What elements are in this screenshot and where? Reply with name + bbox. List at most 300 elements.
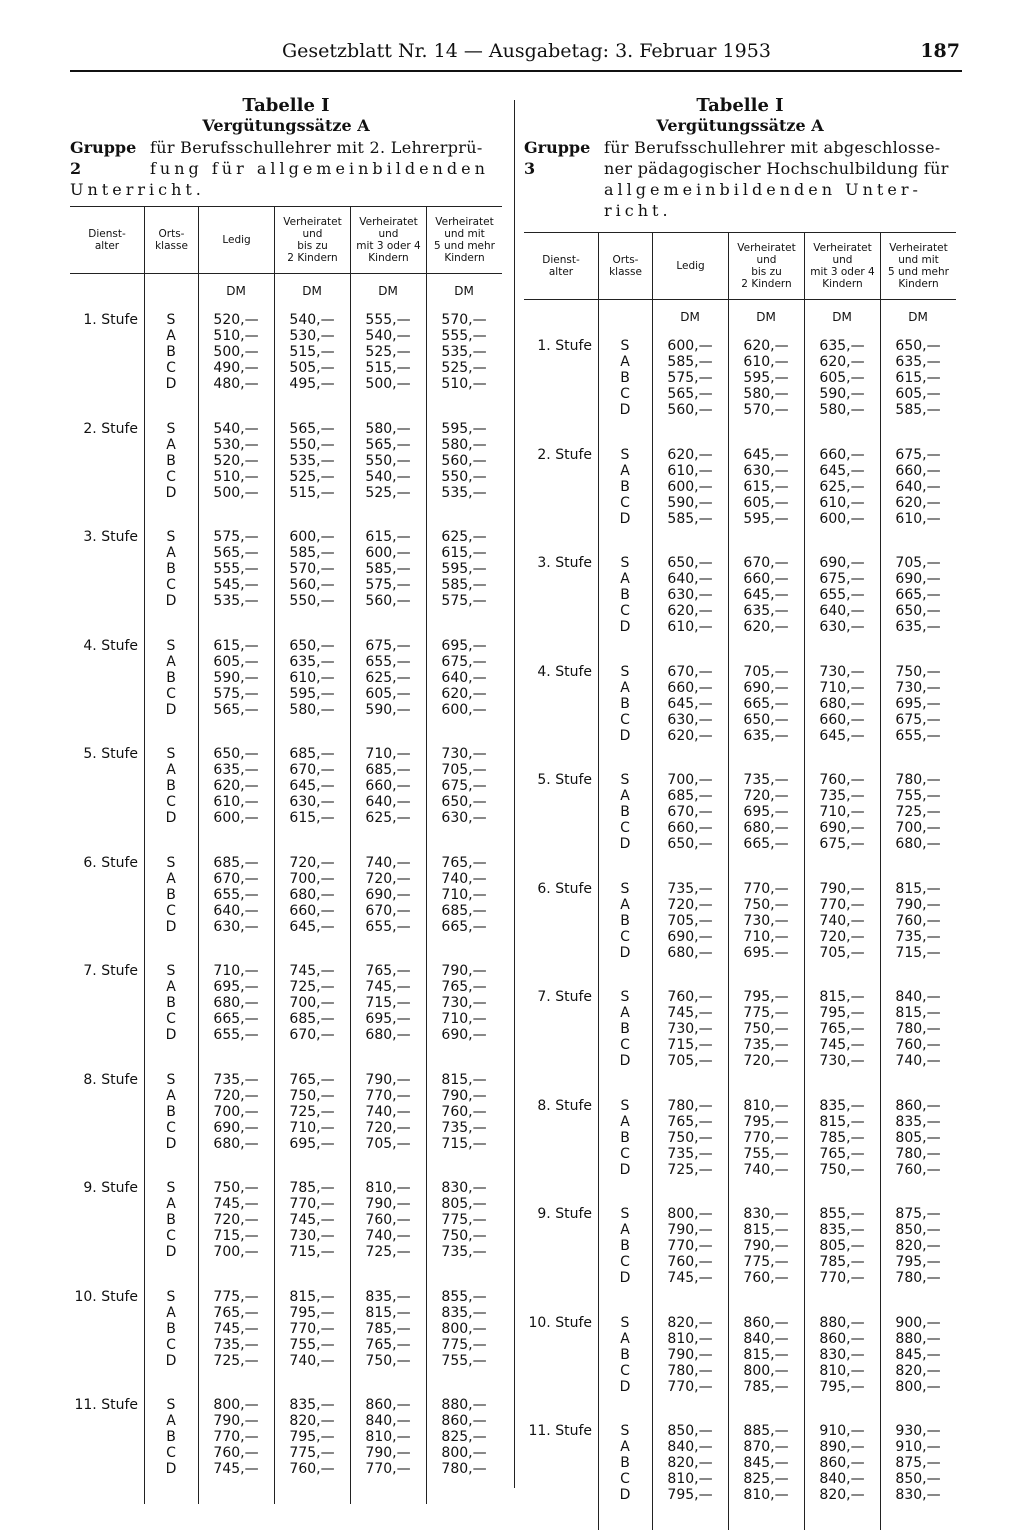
stufe-label: 7. Stufe — [537, 989, 592, 1005]
amount-cell: 780,— — [667, 1097, 713, 1114]
amount-cell: 800,— — [895, 1378, 941, 1395]
amount-cell: 690,— — [819, 555, 865, 571]
ortsklasse: S — [620, 663, 630, 680]
amount-cell: 660,— — [819, 446, 865, 463]
amount-column — [728, 1094, 804, 1203]
stufe-label: 9. Stufe — [537, 1206, 592, 1222]
ortsklasse: C — [166, 1445, 176, 1461]
amount-cell: 810,— — [365, 1180, 411, 1196]
column-rule — [274, 274, 275, 1504]
column-header: Verheiratet und mit 5 und mehr Kindern — [426, 207, 502, 273]
amount-cell: 720,— — [213, 1087, 259, 1104]
amount-cell: 670,— — [289, 1027, 335, 1043]
amount-column — [426, 851, 502, 960]
amount-column — [728, 551, 804, 660]
stufe-block — [70, 525, 502, 634]
amount-cell: 900,— — [895, 1314, 941, 1331]
amount-cell: 585,— — [441, 577, 487, 593]
ortsklasse: D — [165, 484, 177, 501]
column-header: Dienst- alter — [88, 228, 126, 252]
amount-column — [350, 634, 426, 743]
stufe-block — [524, 334, 956, 443]
amount-cell: 740,— — [365, 1228, 411, 1244]
amount-cell: 660,— — [895, 462, 941, 479]
amount-cell: 735,— — [441, 1119, 487, 1136]
amount-cell: 815,— — [895, 880, 941, 897]
amount-column — [350, 959, 426, 1068]
amount-cell: 705,— — [441, 762, 487, 778]
amount-cell: 595,— — [743, 510, 789, 527]
ortsklasse: C — [166, 1228, 176, 1244]
amount-cell: 750,— — [667, 1129, 713, 1146]
amount-cell: 815,— — [743, 1346, 789, 1363]
amount-cell: 770,— — [743, 1129, 789, 1146]
amount-cell: 745,— — [667, 1270, 713, 1286]
amount-cell: 850,— — [667, 1423, 713, 1439]
amount-cell: 620,— — [441, 685, 487, 702]
amount-cell: 640,— — [667, 571, 713, 587]
ortsklasse: D — [619, 836, 631, 852]
amount-cell: 650,— — [895, 603, 941, 619]
amount-cell: 625,— — [365, 669, 411, 686]
table-header — [70, 207, 502, 274]
amount-cell: 775,— — [213, 1288, 259, 1305]
column-header: Orts- klasse — [144, 207, 198, 273]
amount-column — [728, 985, 804, 1094]
amount-cell: 685,— — [441, 902, 487, 919]
amount-cell: 520,— — [213, 312, 259, 328]
ortsklasse: S — [620, 1206, 630, 1222]
table-title: Tabelle I — [696, 95, 784, 116]
amount-cell: 655,— — [819, 587, 865, 603]
amount-cell: 805,— — [819, 1238, 865, 1254]
ortsklasse: A — [166, 979, 176, 995]
stufe-block — [70, 742, 502, 851]
amount-cell: 610,— — [213, 794, 259, 810]
amount-cell: 780,— — [895, 1145, 941, 1162]
amount-cell: 600,— — [365, 545, 411, 561]
amount-column — [880, 551, 956, 660]
amount-cell: 725,— — [289, 1103, 335, 1120]
amount-cell: 655,— — [213, 1027, 259, 1043]
amount-column — [652, 768, 728, 877]
ortsklasse: S — [166, 529, 176, 545]
group-text-line: für Berufsschullehrer mit abgeschlosse- — [604, 138, 941, 157]
amount-column — [198, 634, 274, 743]
amount-cell: 750,— — [743, 896, 789, 913]
amount-column — [274, 525, 350, 634]
ortsklasse: B — [620, 478, 630, 495]
ortsklasse: B — [620, 587, 630, 603]
amount-cell: 575,— — [441, 593, 487, 609]
amount-cell: 725,— — [289, 979, 335, 995]
amount-cell: 740,— — [819, 912, 865, 929]
stufe-label: 10. Stufe — [528, 1314, 592, 1331]
amount-cell: 810,— — [667, 1471, 713, 1487]
amount-cell: 775,— — [441, 1336, 487, 1353]
group-text-line: für Berufsschullehrer mit 2. Lehrerprü- — [150, 138, 483, 157]
ortsklasse: C — [620, 1145, 630, 1162]
amount-cell: 755,— — [743, 1145, 789, 1162]
ortsklasse: S — [166, 637, 176, 654]
stufe-block — [70, 1393, 502, 1502]
amount-cell: 760,— — [213, 1445, 259, 1461]
ortsklasse: D — [619, 727, 631, 744]
ortsklasse: D — [165, 1352, 177, 1369]
ortsklasse: D — [619, 944, 631, 961]
amount-cell: 690,— — [213, 1119, 259, 1136]
amount-column — [198, 959, 274, 1068]
amount-cell: 825,— — [743, 1471, 789, 1487]
amount-cell: 565,— — [289, 420, 335, 437]
stufe-label: 1. Stufe — [537, 338, 592, 354]
amount-cell: 715,— — [441, 1135, 487, 1152]
amount-cell: 765,— — [213, 1304, 259, 1321]
amount-cell: 795,— — [819, 1005, 865, 1021]
ortsklasse: A — [620, 1439, 630, 1455]
amount-cell: 675,— — [895, 711, 941, 728]
amount-cell: 555,— — [365, 312, 411, 328]
amount-cell: 570,— — [289, 561, 335, 577]
column-header: Verheiratet und bis zu 2 Kindern — [728, 233, 804, 299]
amount-column — [274, 308, 350, 417]
amount-cell: 690,— — [441, 1027, 487, 1043]
amount-cell: 740,— — [289, 1352, 335, 1369]
unit-row — [70, 274, 502, 308]
amount-cell: 700,— — [213, 1244, 259, 1260]
amount-cell: 710,— — [365, 746, 411, 762]
amount-cell: 735,— — [895, 928, 941, 945]
ortsklasse-column — [144, 959, 198, 1068]
amount-cell: 745,— — [213, 1196, 259, 1212]
column-header: Ledig — [198, 207, 274, 273]
amount-column — [350, 417, 426, 526]
amount-cell: 650,— — [213, 746, 259, 762]
ortsklasse: C — [620, 603, 630, 619]
amount-cell: 680,— — [819, 695, 865, 712]
amount-cell: 610,— — [667, 619, 713, 635]
amount-cell: 685,— — [365, 762, 411, 778]
amount-cell: 840,— — [743, 1330, 789, 1347]
amount-cell: 595,— — [441, 561, 487, 577]
stufe-label: 1. Stufe — [83, 312, 138, 328]
amount-column — [350, 1068, 426, 1177]
amount-cell: 760,— — [365, 1212, 411, 1228]
amount-cell: 590,— — [819, 386, 865, 402]
amount-cell: 620,— — [743, 338, 789, 354]
amount-cell: 800,— — [441, 1320, 487, 1337]
amount-cell: 725,— — [895, 804, 941, 820]
amount-cell: 860,— — [441, 1413, 487, 1429]
ortsklasse: A — [620, 1330, 630, 1347]
amount-cell: 790,— — [743, 1238, 789, 1254]
ortsklasse: D — [165, 1461, 177, 1477]
amount-cell: 655,— — [895, 727, 941, 744]
amount-cell: 860,— — [895, 1097, 941, 1114]
amount-cell: 735,— — [743, 772, 789, 788]
amount-cell: 740,— — [441, 870, 487, 887]
amount-cell: 680,— — [213, 1135, 259, 1152]
amount-cell: 890,— — [819, 1439, 865, 1455]
amount-cell: 605,— — [365, 685, 411, 702]
unit-label: DM — [302, 284, 322, 298]
ortsklasse: D — [165, 593, 177, 609]
amount-cell: 510,— — [441, 376, 487, 392]
amount-cell: 800,— — [667, 1206, 713, 1222]
amount-cell: 780,— — [667, 1362, 713, 1379]
amount-column — [350, 851, 426, 960]
ortsklasse: A — [166, 545, 176, 561]
ortsklasse: D — [619, 1487, 631, 1503]
unit-label: DM — [378, 284, 398, 298]
amount-cell: 885,— — [743, 1423, 789, 1439]
column-header: Dienst- alter — [542, 254, 580, 278]
ortsklasse: A — [166, 762, 176, 778]
ortsklasse: D — [619, 619, 631, 635]
amount-cell: 750,— — [213, 1180, 259, 1196]
amount-cell: 800,— — [441, 1445, 487, 1461]
amount-cell: 930,— — [895, 1423, 941, 1439]
amount-cell: 755,— — [289, 1336, 335, 1353]
ortsklasse: S — [166, 854, 176, 871]
ortsklasse: D — [619, 1161, 631, 1178]
amount-cell: 700,— — [289, 995, 335, 1011]
amount-cell: 610,— — [743, 354, 789, 370]
amount-cell: 720,— — [213, 1212, 259, 1228]
amount-cell: 510,— — [213, 328, 259, 344]
amount-cell: 675,— — [819, 571, 865, 587]
amount-cell: 785,— — [289, 1180, 335, 1196]
amount-cell: 580,— — [365, 420, 411, 437]
ortsklasse: A — [166, 1413, 176, 1429]
amount-cell: 770,— — [365, 1087, 411, 1104]
amount-column — [350, 525, 426, 634]
amount-cell: 725,— — [365, 1244, 411, 1260]
amount-cell: 720,— — [365, 1119, 411, 1136]
ortsklasse: S — [166, 746, 176, 762]
amount-column — [274, 742, 350, 851]
amount-cell: 820,— — [667, 1455, 713, 1471]
amount-cell: 565,— — [213, 701, 259, 718]
amount-column — [426, 525, 502, 634]
table-subtitle: Vergütungssätze A — [202, 116, 370, 135]
amount-cell: 635,— — [289, 653, 335, 670]
amount-cell: 760,— — [895, 912, 941, 929]
amount-column — [652, 551, 728, 660]
stufe-block — [524, 1419, 956, 1528]
amount-cell: 760,— — [743, 1270, 789, 1286]
amount-cell: 795,— — [289, 1304, 335, 1321]
amount-cell: 805,— — [895, 1129, 941, 1146]
amount-cell: 615,— — [365, 529, 411, 545]
amount-column — [652, 1094, 728, 1203]
ortsklasse-column — [144, 1176, 198, 1285]
amount-column — [350, 308, 426, 417]
salary-table — [524, 232, 956, 1528]
amount-cell: 635,— — [895, 354, 941, 370]
amount-cell: 835,— — [895, 1113, 941, 1130]
column-rule — [144, 274, 145, 1504]
amount-cell: 780,— — [441, 1461, 487, 1477]
amount-column — [350, 1285, 426, 1394]
amount-cell: 815,— — [819, 1113, 865, 1130]
ortsklasse: A — [620, 462, 630, 479]
amount-column — [198, 851, 274, 960]
amount-cell: 525,— — [365, 344, 411, 360]
amount-cell: 770,— — [213, 1429, 259, 1445]
ortsklasse: C — [166, 794, 176, 810]
amount-cell: 680,— — [289, 886, 335, 903]
amount-column — [880, 1202, 956, 1311]
amount-cell: 845,— — [743, 1455, 789, 1471]
ortsklasse: B — [166, 886, 176, 903]
amount-column — [198, 525, 274, 634]
amount-column — [880, 1311, 956, 1420]
amount-cell: 535,— — [441, 344, 487, 360]
ortsklasse: C — [620, 711, 630, 728]
ortsklasse: S — [620, 1423, 630, 1439]
amount-cell: 690,— — [743, 679, 789, 696]
amount-cell: 760,— — [895, 1161, 941, 1178]
amount-cell: 790,— — [819, 880, 865, 897]
amount-column — [350, 1393, 426, 1502]
ortsklasse-column — [144, 634, 198, 743]
amount-cell: 830,— — [743, 1206, 789, 1222]
unit-label: DM — [226, 284, 246, 298]
amount-cell: 690,— — [895, 571, 941, 587]
amount-column — [652, 334, 728, 443]
amount-cell: 745,— — [819, 1037, 865, 1053]
amount-column — [652, 1202, 728, 1311]
amount-column — [880, 877, 956, 986]
column-rule — [804, 300, 805, 1530]
stufe-label: 4. Stufe — [83, 637, 138, 654]
amount-cell: 675,— — [365, 637, 411, 654]
amount-cell: 770,— — [667, 1378, 713, 1395]
amount-column — [804, 660, 880, 769]
amount-cell: 635,— — [213, 762, 259, 778]
group-text-line: Unterricht. — [70, 180, 205, 199]
amount-cell: 505,— — [289, 360, 335, 376]
amount-cell: 730,— — [441, 746, 487, 762]
amount-cell: 700,— — [895, 820, 941, 836]
stufe-label: 5. Stufe — [83, 746, 138, 762]
amount-cell: 735,— — [213, 1071, 259, 1088]
amount-cell: 685,— — [289, 1011, 335, 1027]
amount-cell: 720,— — [365, 870, 411, 887]
ortsklasse: B — [620, 1129, 630, 1146]
ortsklasse: S — [620, 1097, 630, 1114]
amount-cell: 820,— — [667, 1314, 713, 1331]
group-description — [524, 137, 956, 221]
amount-cell: 630,— — [819, 619, 865, 635]
amount-column — [880, 1094, 956, 1203]
amount-cell: 840,— — [667, 1439, 713, 1455]
amount-cell: 560,— — [365, 593, 411, 609]
amount-cell: 765,— — [441, 979, 487, 995]
amount-cell: 780,— — [895, 1021, 941, 1037]
amount-cell: 770,— — [819, 1270, 865, 1286]
amount-column — [426, 634, 502, 743]
amount-cell: 655,— — [365, 653, 411, 670]
ortsklasse: C — [166, 468, 176, 485]
ortsklasse: C — [166, 1011, 176, 1027]
amount-cell: 550,— — [289, 436, 335, 453]
amount-cell: 720,— — [743, 1053, 789, 1069]
right-column — [524, 95, 956, 1503]
ortsklasse: S — [166, 312, 176, 328]
column-rule — [426, 274, 427, 1504]
amount-cell: 880,— — [441, 1397, 487, 1413]
amount-cell: 780,— — [895, 772, 941, 788]
amount-cell: 760,— — [819, 772, 865, 788]
amount-cell: 680,— — [365, 1027, 411, 1043]
ortsklasse: A — [166, 1196, 176, 1212]
ortsklasse: A — [166, 436, 176, 453]
amount-column — [728, 1419, 804, 1528]
amount-column — [274, 1393, 350, 1502]
amount-cell: 555,— — [441, 328, 487, 344]
column-rule — [728, 300, 729, 1530]
amount-cell: 880,— — [895, 1330, 941, 1347]
group-description — [70, 137, 502, 179]
amount-cell: 790,— — [667, 1346, 713, 1363]
amount-cell: 660,— — [667, 820, 713, 836]
amount-cell: 735,— — [743, 1037, 789, 1053]
amount-cell: 805,— — [441, 1196, 487, 1212]
amount-cell: 585,— — [667, 354, 713, 370]
ortsklasse: D — [619, 402, 631, 418]
amount-column — [426, 1393, 502, 1502]
amount-cell: 745,— — [667, 1005, 713, 1021]
ortsklasse: S — [166, 1397, 176, 1413]
amount-cell: 620,— — [213, 778, 259, 794]
amount-cell: 710,— — [819, 804, 865, 820]
stufe-label: 7. Stufe — [83, 963, 138, 979]
amount-cell: 660,— — [365, 778, 411, 794]
amount-cell: 750,— — [743, 1021, 789, 1037]
ortsklasse-column — [144, 1068, 198, 1177]
amount-cell: 635,— — [743, 603, 789, 619]
ortsklasse-column — [598, 551, 652, 660]
amount-cell: 585,— — [895, 402, 941, 418]
amount-cell: 810,— — [743, 1487, 789, 1503]
left-column — [70, 95, 502, 1477]
amount-cell: 830,— — [895, 1487, 941, 1503]
stufe-block — [524, 660, 956, 769]
ortsklasse: S — [620, 555, 630, 571]
amount-cell: 815,— — [441, 1071, 487, 1088]
amount-cell: 675,— — [819, 836, 865, 852]
amount-cell: 490,— — [213, 360, 259, 376]
column-header: Verheiratet und mit 3 oder 4 Kindern — [350, 207, 426, 273]
ortsklasse: C — [166, 577, 176, 593]
amount-cell: 795,— — [819, 1378, 865, 1395]
amount-cell: 830,— — [819, 1346, 865, 1363]
amount-cell: 710,— — [213, 963, 259, 979]
ortsklasse: C — [620, 1471, 630, 1487]
amount-cell: 580,— — [289, 701, 335, 718]
amount-cell: 850,— — [895, 1222, 941, 1238]
amount-cell: 800,— — [213, 1397, 259, 1413]
amount-cell: 750,— — [895, 663, 941, 680]
ortsklasse: S — [166, 1288, 176, 1305]
ortsklasse: S — [166, 963, 176, 979]
amount-cell: 620,— — [667, 603, 713, 619]
amount-cell: 515,— — [289, 484, 335, 501]
amount-column — [728, 768, 804, 877]
ortsklasse-column — [598, 985, 652, 1094]
